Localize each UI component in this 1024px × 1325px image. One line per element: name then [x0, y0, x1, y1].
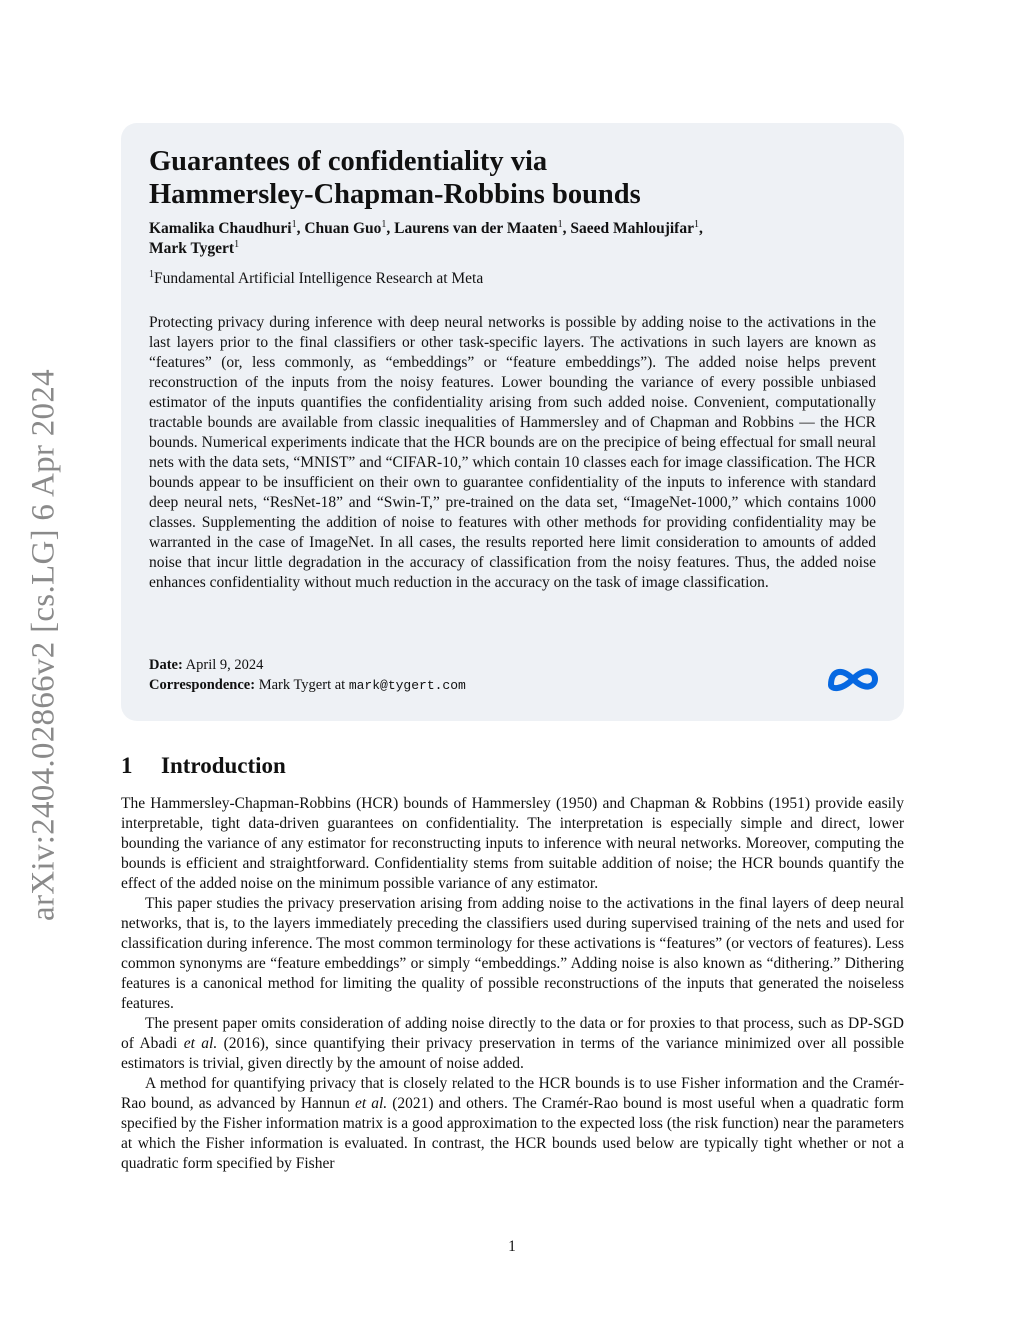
italic-text: et al. [355, 1095, 388, 1112]
paragraph [121, 794, 904, 894]
introduction-body [121, 794, 904, 1174]
correspondence-label: Correspondence: [149, 677, 256, 693]
date-label: Date: [149, 657, 183, 673]
text-run: (2021) and others. The Cramér-Rao bound is most useful when a quadratic form specified by the Fisher information matrix is a good approximation to the expected loss (the risk function) near the parameters at which the Fisher information is evaluated. In contrast, the HCR bounds used below are typically tight whether or not a quadratic form specified by Fisher [121, 1095, 904, 1172]
paragraph [121, 894, 904, 1014]
paper-metadata [149, 655, 466, 696]
text-run: The present paper omits consideration of adding noise directly to the data or for proxies to that process, such as DP-SGD of Abadi [121, 1015, 904, 1052]
italic-text: et al. [183, 1035, 218, 1052]
abstract-text: Protecting privacy during inference with deep neural networks is possible by adding noise to the activations in the last layers prior to the final classifiers or other task-specific layers. The activations in such layers are known as “features” (or, less commonly, as “embeddings” or “feature embeddings”). The added noise helps prevent reconstruction of the inputs from the noisy features. Lower bounding the variance of every possible unbiased estimator of the inputs quantifies the confidentiality arising from such added noise. Convenient, computationally tractable bounds are available from classic inequalities of Hammersley and of Chapman and Robbins — the HCR bounds. Numerical experiments indicate that the HCR bounds are on the precipice of being effectual for small neural nets with the data sets, “MNIST” and “CIFAR-10,” which contain 10 classes each for image classification. The HCR bounds appear to be insufficient on their own to guarantee confidentiality of the inputs to inference with standard deep neural nets, “ResNet-18” and “Swin-T,” pre-trained on the data set, “ImageNet-1000,” which contains 1000 classes. Supplementing the addition of noise to features with other methods for providing confidentiality may be warranted in the case of ImageNet. In all cases, the results reported here limit consideration to amounts of added noise that incur little degradation in the accuracy of classification from the noisy features. Thus, the added noise enhances confidentiality without much reduction in the accuracy on the task of image classification. [149, 314, 876, 591]
meta-logo-icon [827, 663, 879, 695]
author: Kamalika Chaudhuri$^1$ [149, 218, 297, 237]
correspondence-name: Mark Tygert at [258, 677, 346, 693]
page-number: 1 [508, 1238, 516, 1255]
text-run: The Hammersley-Chapman-Robbins (HCR) bounds of Hammersley (1950) and Chapman & Robbins (1951) provide easily interpretable, tight data-driven guarantees on confidentiality. The interpretation is especially simple and direct, lower bounding the variance of any estimator for reconstructing inputs to inference with neural networks. Moreover, computing the bounds is efficient and straightforward. Confidentiality stems from suitable addition of noise; the HCR bounds quantify the effect of the added noise on the minimum possible variance of any estimator. [121, 795, 904, 892]
title-line: Guarantees of confidentiality via [149, 146, 548, 177]
author: Chuan Guo$^1$ [304, 218, 387, 237]
arxiv-identifier: arXiv:2404.02866v2 [cs.LG] 6 Apr 2024 [25, 369, 62, 921]
affiliation: $^1$Fundamental Artificial Intelligence Research at Meta [149, 268, 484, 287]
paragraph [121, 1074, 904, 1174]
correspondence-line [149, 675, 466, 696]
section-number: 1 [121, 753, 133, 778]
section-heading [121, 751, 286, 781]
author: Laurens van der Maaten$^1$ [394, 218, 563, 237]
title-abstract-box [121, 123, 904, 721]
author: Mark Tygert$^1$ [149, 238, 240, 257]
text-run: (2016), since quantifying their privacy preservation in terms of the variance minimized over all possible estimators is trivial, given directly by the amount of noise added. [121, 1035, 905, 1072]
date-value: April 9, 2024 [185, 657, 264, 673]
author: Saeed Mahloujifar$^1$ [570, 218, 699, 237]
correspondence-email[interactable]: mark@tygert.com [348, 678, 466, 693]
date-line [149, 655, 466, 675]
section-title: Introduction [161, 753, 286, 778]
paragraph [121, 1014, 904, 1074]
title-line: Hammersley-Chapman-Robbins bounds [149, 179, 641, 210]
paper-title [149, 145, 876, 211]
text-run: This paper studies the privacy preservation arising from adding noise to the activations in the final layers of deep neural networks, that is, to the layers immediately preceding the classifiers used during supervised training of the nets and used for classification during inference. The most common terminology for these activations is “features” (or vectors of features). Less common synonyms are “feature embeddings” or simply “embeddings.” Adding noise is also known as “dithering.” Dithering features is a canonical method for limiting the quality of possible reconstructions of the inputs that generated the noiseless features. [121, 895, 904, 1012]
text-run: A method for quantifying privacy that is closely related to the HCR bounds is to use Fisher information and the Cramér-Rao bound, as advanced by Hannun [121, 1075, 904, 1112]
author-list: Kamalika Chaudhuri$^1$, Chuan Guo$^1$, Laurens van der Maaten$^1$, Saeed Mahloujifar$^1$, Mark Tygert$^1$ [149, 218, 703, 257]
